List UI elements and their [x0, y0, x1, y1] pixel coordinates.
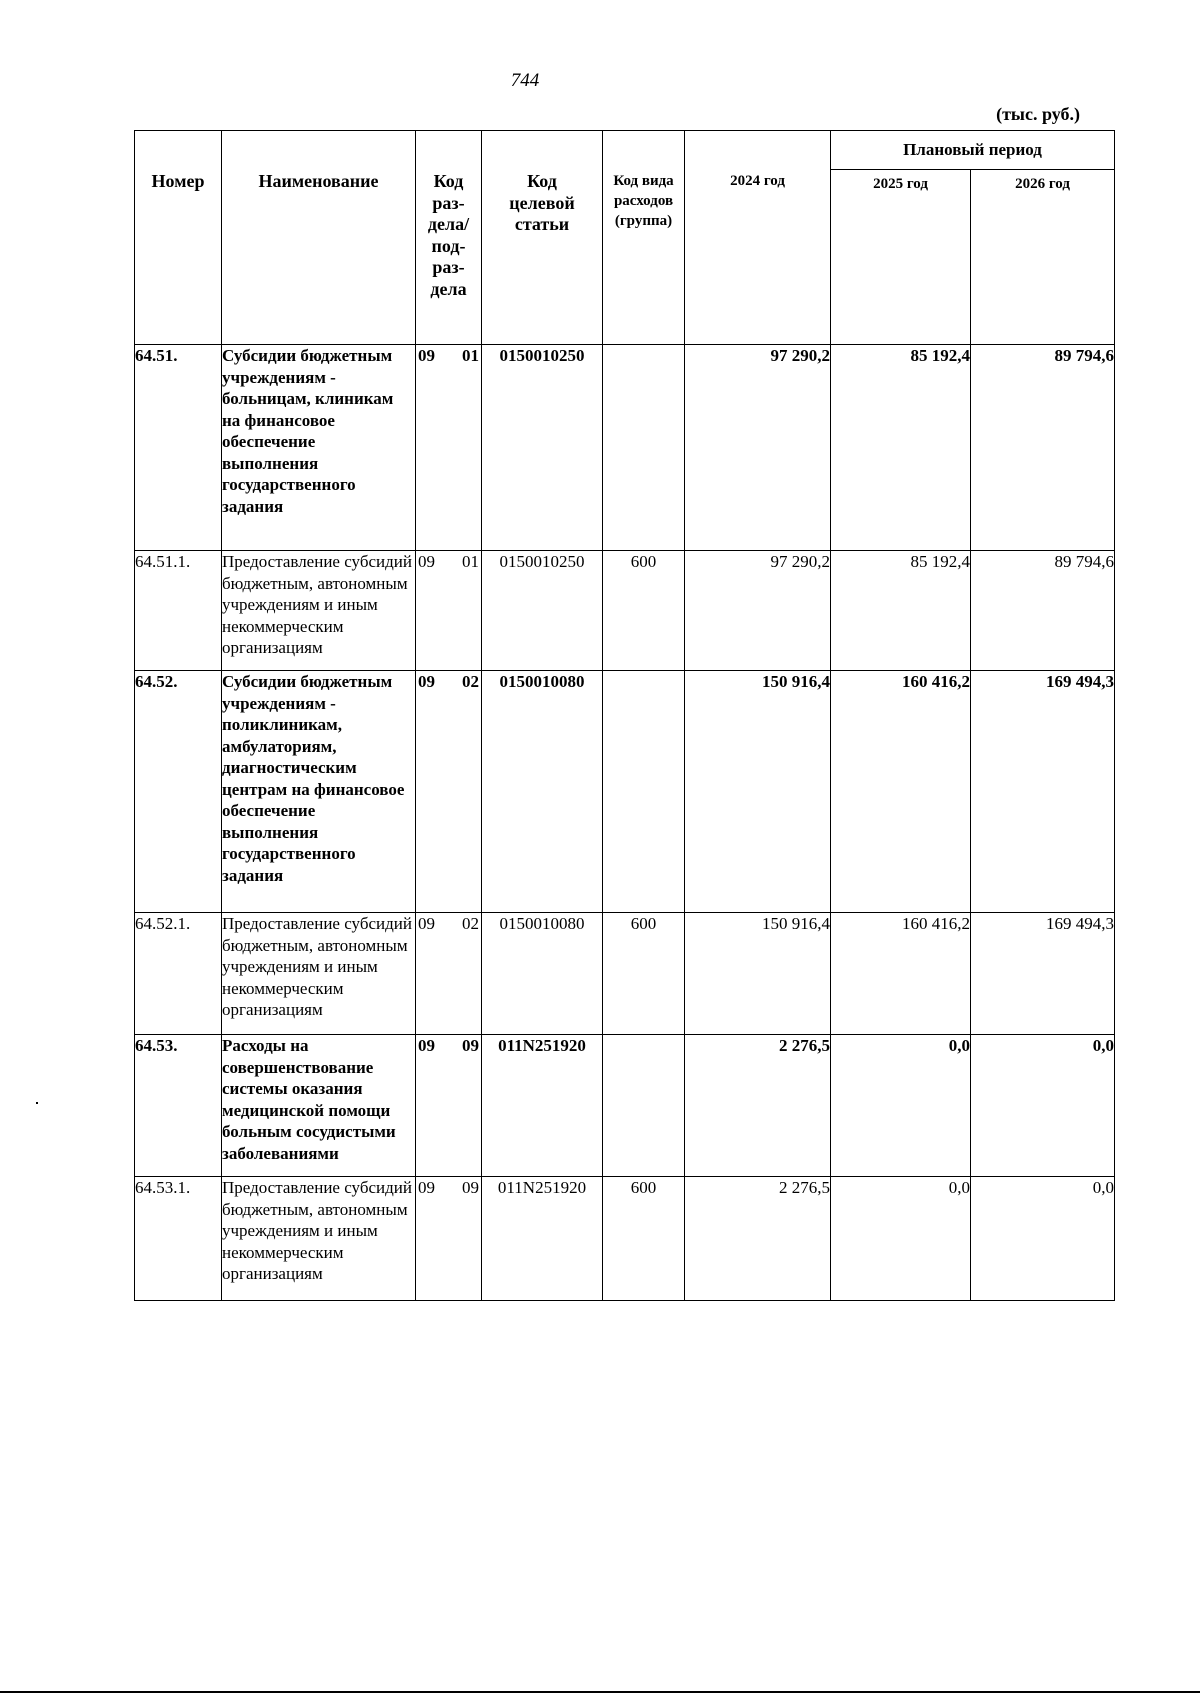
row-section-code — [416, 551, 482, 671]
header-row-top — [135, 131, 1115, 170]
row-value-2025: 85 192,4 — [831, 551, 971, 671]
row-name: Предоставление субсидий бюджетным, автономным учреждениям и иным некоммерческим организациям — [222, 551, 416, 671]
table-row — [135, 671, 1115, 913]
row-value-2024: 150 916,4 — [685, 671, 831, 913]
section-code: 09 — [418, 346, 435, 365]
header-section-code: Код раз- дела/ под- раз- дела — [416, 131, 482, 345]
table-body — [135, 345, 1115, 1301]
row-number: 64.52. — [135, 671, 222, 913]
header-number: Номер — [135, 131, 222, 345]
header-year-2024: 2024 год — [685, 131, 831, 345]
budget-table — [134, 130, 1115, 1301]
subsection-code: 09 — [462, 1178, 479, 1197]
row-value-2026: 89 794,6 — [971, 551, 1115, 671]
row-target-code: 011N251920 — [482, 1177, 603, 1301]
subsection-code: 02 — [462, 914, 479, 933]
row-section-code — [416, 1035, 482, 1177]
subsection-code: 01 — [462, 346, 479, 365]
row-expense-group: 600 — [603, 551, 685, 671]
row-target-code: 0150010080 — [482, 913, 603, 1035]
page-number: 744 — [510, 70, 540, 91]
subsection-code: 01 — [462, 552, 479, 571]
row-expense-group: 600 — [603, 1177, 685, 1301]
row-expense-group — [603, 345, 685, 551]
row-target-code: 011N251920 — [482, 1035, 603, 1177]
row-section-code — [416, 1177, 482, 1301]
row-value-2026: 169 494,3 — [971, 913, 1115, 1035]
row-section-code — [416, 913, 482, 1035]
row-value-2024: 2 276,5 — [685, 1035, 831, 1177]
row-number: 64.53.1. — [135, 1177, 222, 1301]
row-value-2025: 160 416,2 — [831, 913, 971, 1035]
section-code: 09 — [418, 914, 435, 933]
subsection-code: 02 — [462, 672, 479, 691]
scan-bottom-edge — [0, 1691, 1200, 1693]
section-code: 09 — [418, 1036, 435, 1055]
header-year-2025: 2025 год — [831, 170, 971, 345]
table-row — [135, 1177, 1115, 1301]
row-value-2024: 97 290,2 — [685, 345, 831, 551]
row-expense-group: 600 — [603, 913, 685, 1035]
row-number: 64.52.1. — [135, 913, 222, 1035]
row-name: Предоставление субсидий бюджетным, автономным учреждениям и иным некоммерческим организациям — [222, 913, 416, 1035]
row-value-2024: 2 276,5 — [685, 1177, 831, 1301]
section-code: 09 — [418, 552, 435, 571]
subsection-code: 09 — [462, 1036, 479, 1055]
row-number: 64.51.1. — [135, 551, 222, 671]
row-value-2026: 89 794,6 — [971, 345, 1115, 551]
row-name: Субсидии бюджетным учреждениям - поликлиникам, амбулаториям, диагностическим центрам на финансовое обеспечение выполнения государственного задания — [222, 671, 416, 913]
row-section-code — [416, 345, 482, 551]
row-name: Предоставление субсидий бюджетным, автономным учреждениям и иным некоммерческим организациям — [222, 1177, 416, 1301]
row-number: 64.51. — [135, 345, 222, 551]
row-value-2026: 0,0 — [971, 1035, 1115, 1177]
row-value-2025: 85 192,4 — [831, 345, 971, 551]
section-code: 09 — [418, 1178, 435, 1197]
row-name: Расходы на совершенствование системы оказания медицинской помощи больным сосудистыми заболеваниями — [222, 1035, 416, 1177]
row-value-2025: 0,0 — [831, 1177, 971, 1301]
header-name: Наименование — [222, 131, 416, 345]
section-code: 09 — [418, 672, 435, 691]
row-target-code: 0150010080 — [482, 671, 603, 913]
units-label: (тыс. руб.) — [996, 104, 1080, 124]
row-number: 64.53. — [135, 1035, 222, 1177]
table-row — [135, 345, 1115, 551]
header-expense-type: Код вида расходов (группа) — [603, 131, 685, 345]
table-row — [135, 913, 1115, 1035]
header-plan-period: Плановый период — [831, 131, 1115, 170]
row-name: Субсидии бюджетным учреждениям - больницам, клиникам на финансовое обеспечение выполнения государственного задания — [222, 345, 416, 551]
row-target-code: 0150010250 — [482, 551, 603, 671]
header-target-code: Код целевой статьи — [482, 131, 603, 345]
scan-dot — [36, 1102, 38, 1104]
row-expense-group — [603, 671, 685, 913]
table-row — [135, 551, 1115, 671]
row-value-2025: 0,0 — [831, 1035, 971, 1177]
header-year-2026: 2026 год — [971, 170, 1115, 345]
table-row — [135, 1035, 1115, 1177]
row-value-2024: 150 916,4 — [685, 913, 831, 1035]
row-expense-group — [603, 1035, 685, 1177]
row-section-code — [416, 671, 482, 913]
row-target-code: 0150010250 — [482, 345, 603, 551]
row-value-2026: 0,0 — [971, 1177, 1115, 1301]
row-value-2024: 97 290,2 — [685, 551, 831, 671]
row-value-2026: 169 494,3 — [971, 671, 1115, 913]
row-value-2025: 160 416,2 — [831, 671, 971, 913]
